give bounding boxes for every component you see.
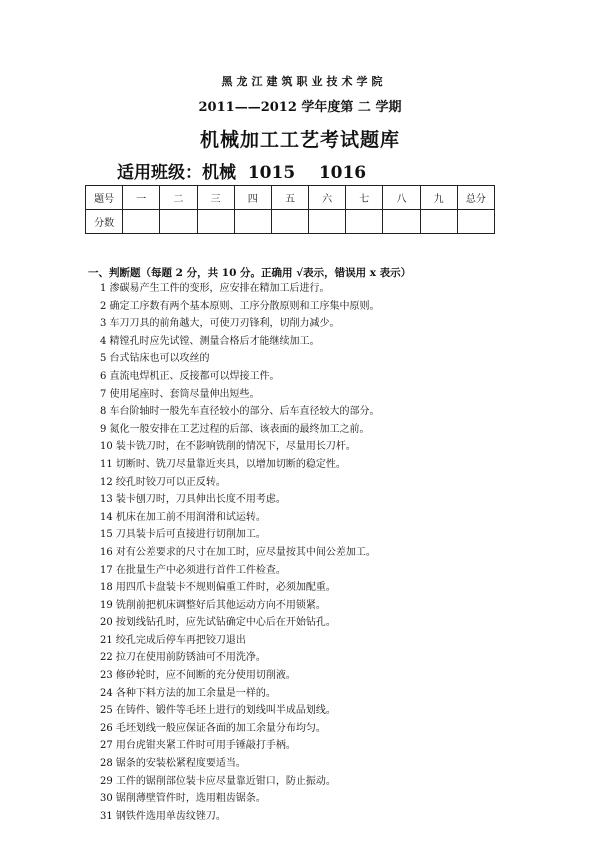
question-item: 6 直流电焊机正、反接都可以焊接工件。 xyxy=(100,370,280,382)
question-item: 22 拉刀在使用前防锈油可不用洗净。 xyxy=(100,652,266,664)
question-item: 16 对有公差要求的尺寸在加工时，应尽量按其中间公差加工。 xyxy=(100,546,376,558)
question-item: 21 绞孔完成后停车再把铰刀退出 xyxy=(100,634,246,646)
score-cell: 四 xyxy=(234,186,271,210)
score-table xyxy=(85,185,495,234)
score-cell: 六 xyxy=(309,186,346,210)
score-cell: 一 xyxy=(123,186,160,210)
section-heading: 一、判断题（每题 2 分，共 10 分。正确用 √表示，错误用 x 表示） xyxy=(88,267,412,279)
question-item: 23 修砂轮时，应不间断的充分使用切削液。 xyxy=(100,670,296,682)
score-cell: 分数 xyxy=(86,210,123,234)
question-item: 25 在铸件、锻件等毛坯上进行的划线叫半成品划线。 xyxy=(100,705,336,717)
question-item: 17 在批量生产中必须进行首件工件检查。 xyxy=(100,564,286,576)
question-item: 1 渗碳易产生工件的变形，应安排在精加工后进行。 xyxy=(100,283,330,294)
question-item: 9 氮化一般安排在工艺过程的后部、该表面的最终加工之前。 xyxy=(100,423,370,435)
score-cell: 八 xyxy=(383,186,420,210)
applicable-classes: 适用班级：机械 1015 1016 xyxy=(117,163,367,183)
score-cell: 九 xyxy=(420,186,457,210)
score-cell: 总分 xyxy=(457,186,494,210)
question-item: 13 装卡刨刀时，刀具伸出长度不用考虑。 xyxy=(100,494,286,506)
score-cell xyxy=(346,210,383,234)
question-item: 15 刀具装卡后可直接进行切削加工。 xyxy=(100,529,266,541)
academic-term: 2011——2012 学年度第 二 学期 xyxy=(198,100,402,115)
score-cell xyxy=(309,210,346,234)
question-item: 18 用四爪卡盘装卡不规则偏重工件时，必须加配重。 xyxy=(100,582,336,594)
score-cell xyxy=(234,210,271,234)
question-item: 30 锯削薄壁管件时，选用粗齿锯条。 xyxy=(100,793,266,805)
question-item: 5 台式钻床也可以攻丝的 xyxy=(100,353,210,365)
page-title: 机械加工工艺考试题库 xyxy=(199,129,400,151)
question-item: 24 各种下料方法的加工余量是一样的。 xyxy=(100,687,276,699)
question-item: 14 机床在加工前不用润滑和试运转。 xyxy=(100,511,266,523)
score-cell: 五 xyxy=(271,186,308,210)
score-cell xyxy=(123,210,160,234)
question-item: 10 装卡铣刀时，在不影响铣削的情况下，尽量用长刀杆。 xyxy=(100,441,356,453)
question-item: 20 按划线钻孔时，应先试钻确定中心后在开始钻孔。 xyxy=(100,617,336,629)
question-item: 12 绞孔时铰刀可以正反转。 xyxy=(100,476,226,488)
score-cell xyxy=(383,210,420,234)
score-cell xyxy=(271,210,308,234)
score-cell: 题号 xyxy=(86,186,123,210)
score-cell xyxy=(197,210,234,234)
question-item: 29 工件的锯削部位装卡应尽量靠近钳口，防止振动。 xyxy=(100,775,336,787)
question-list xyxy=(100,280,520,825)
question-item: 2 确定工序数有两个基本原则、工序分散原则和工序集中原则。 xyxy=(100,300,380,312)
score-cell xyxy=(160,210,197,234)
score-table-header-row xyxy=(86,186,495,210)
score-cell xyxy=(420,210,457,234)
score-cell: 二 xyxy=(160,186,197,210)
question-item: 28 锯条的安装松紧程度要适当。 xyxy=(100,758,246,770)
score-cell xyxy=(457,210,494,234)
school-name: 黑龙江建筑职业技术学院 xyxy=(221,75,387,88)
score-cell: 七 xyxy=(346,186,383,210)
question-item: 8 车台阶轴时一般先车直径较小的部分、后车直径较大的部分。 xyxy=(100,406,380,418)
question-item: 11 切断时、铣刀尽量靠近夹具，以增加切断的稳定性。 xyxy=(100,458,346,470)
question-item: 4 精镗孔时应先试镗、测量合格后才能继续加工。 xyxy=(100,335,320,347)
question-item: 27 用台虎钳夹紧工件时可用手锤敲打手柄。 xyxy=(100,740,296,752)
score-cell: 三 xyxy=(197,186,234,210)
score-table-score-row xyxy=(86,210,495,234)
question-item: 31 钢铁件选用单齿纹锉刀。 xyxy=(100,810,226,822)
question-item: 7 使用尾座时、套筒尽量伸出短些。 xyxy=(100,388,260,400)
question-item: 3 车刀刀具的前角越大，可使刀刃锋利，切削力减少。 xyxy=(100,318,340,330)
question-item: 19 铣削前把机床调整好后其他运动方向不用锁紧。 xyxy=(100,599,326,611)
question-item: 26 毛坯划线一般应保证各面的加工余量分布均匀。 xyxy=(100,722,326,734)
